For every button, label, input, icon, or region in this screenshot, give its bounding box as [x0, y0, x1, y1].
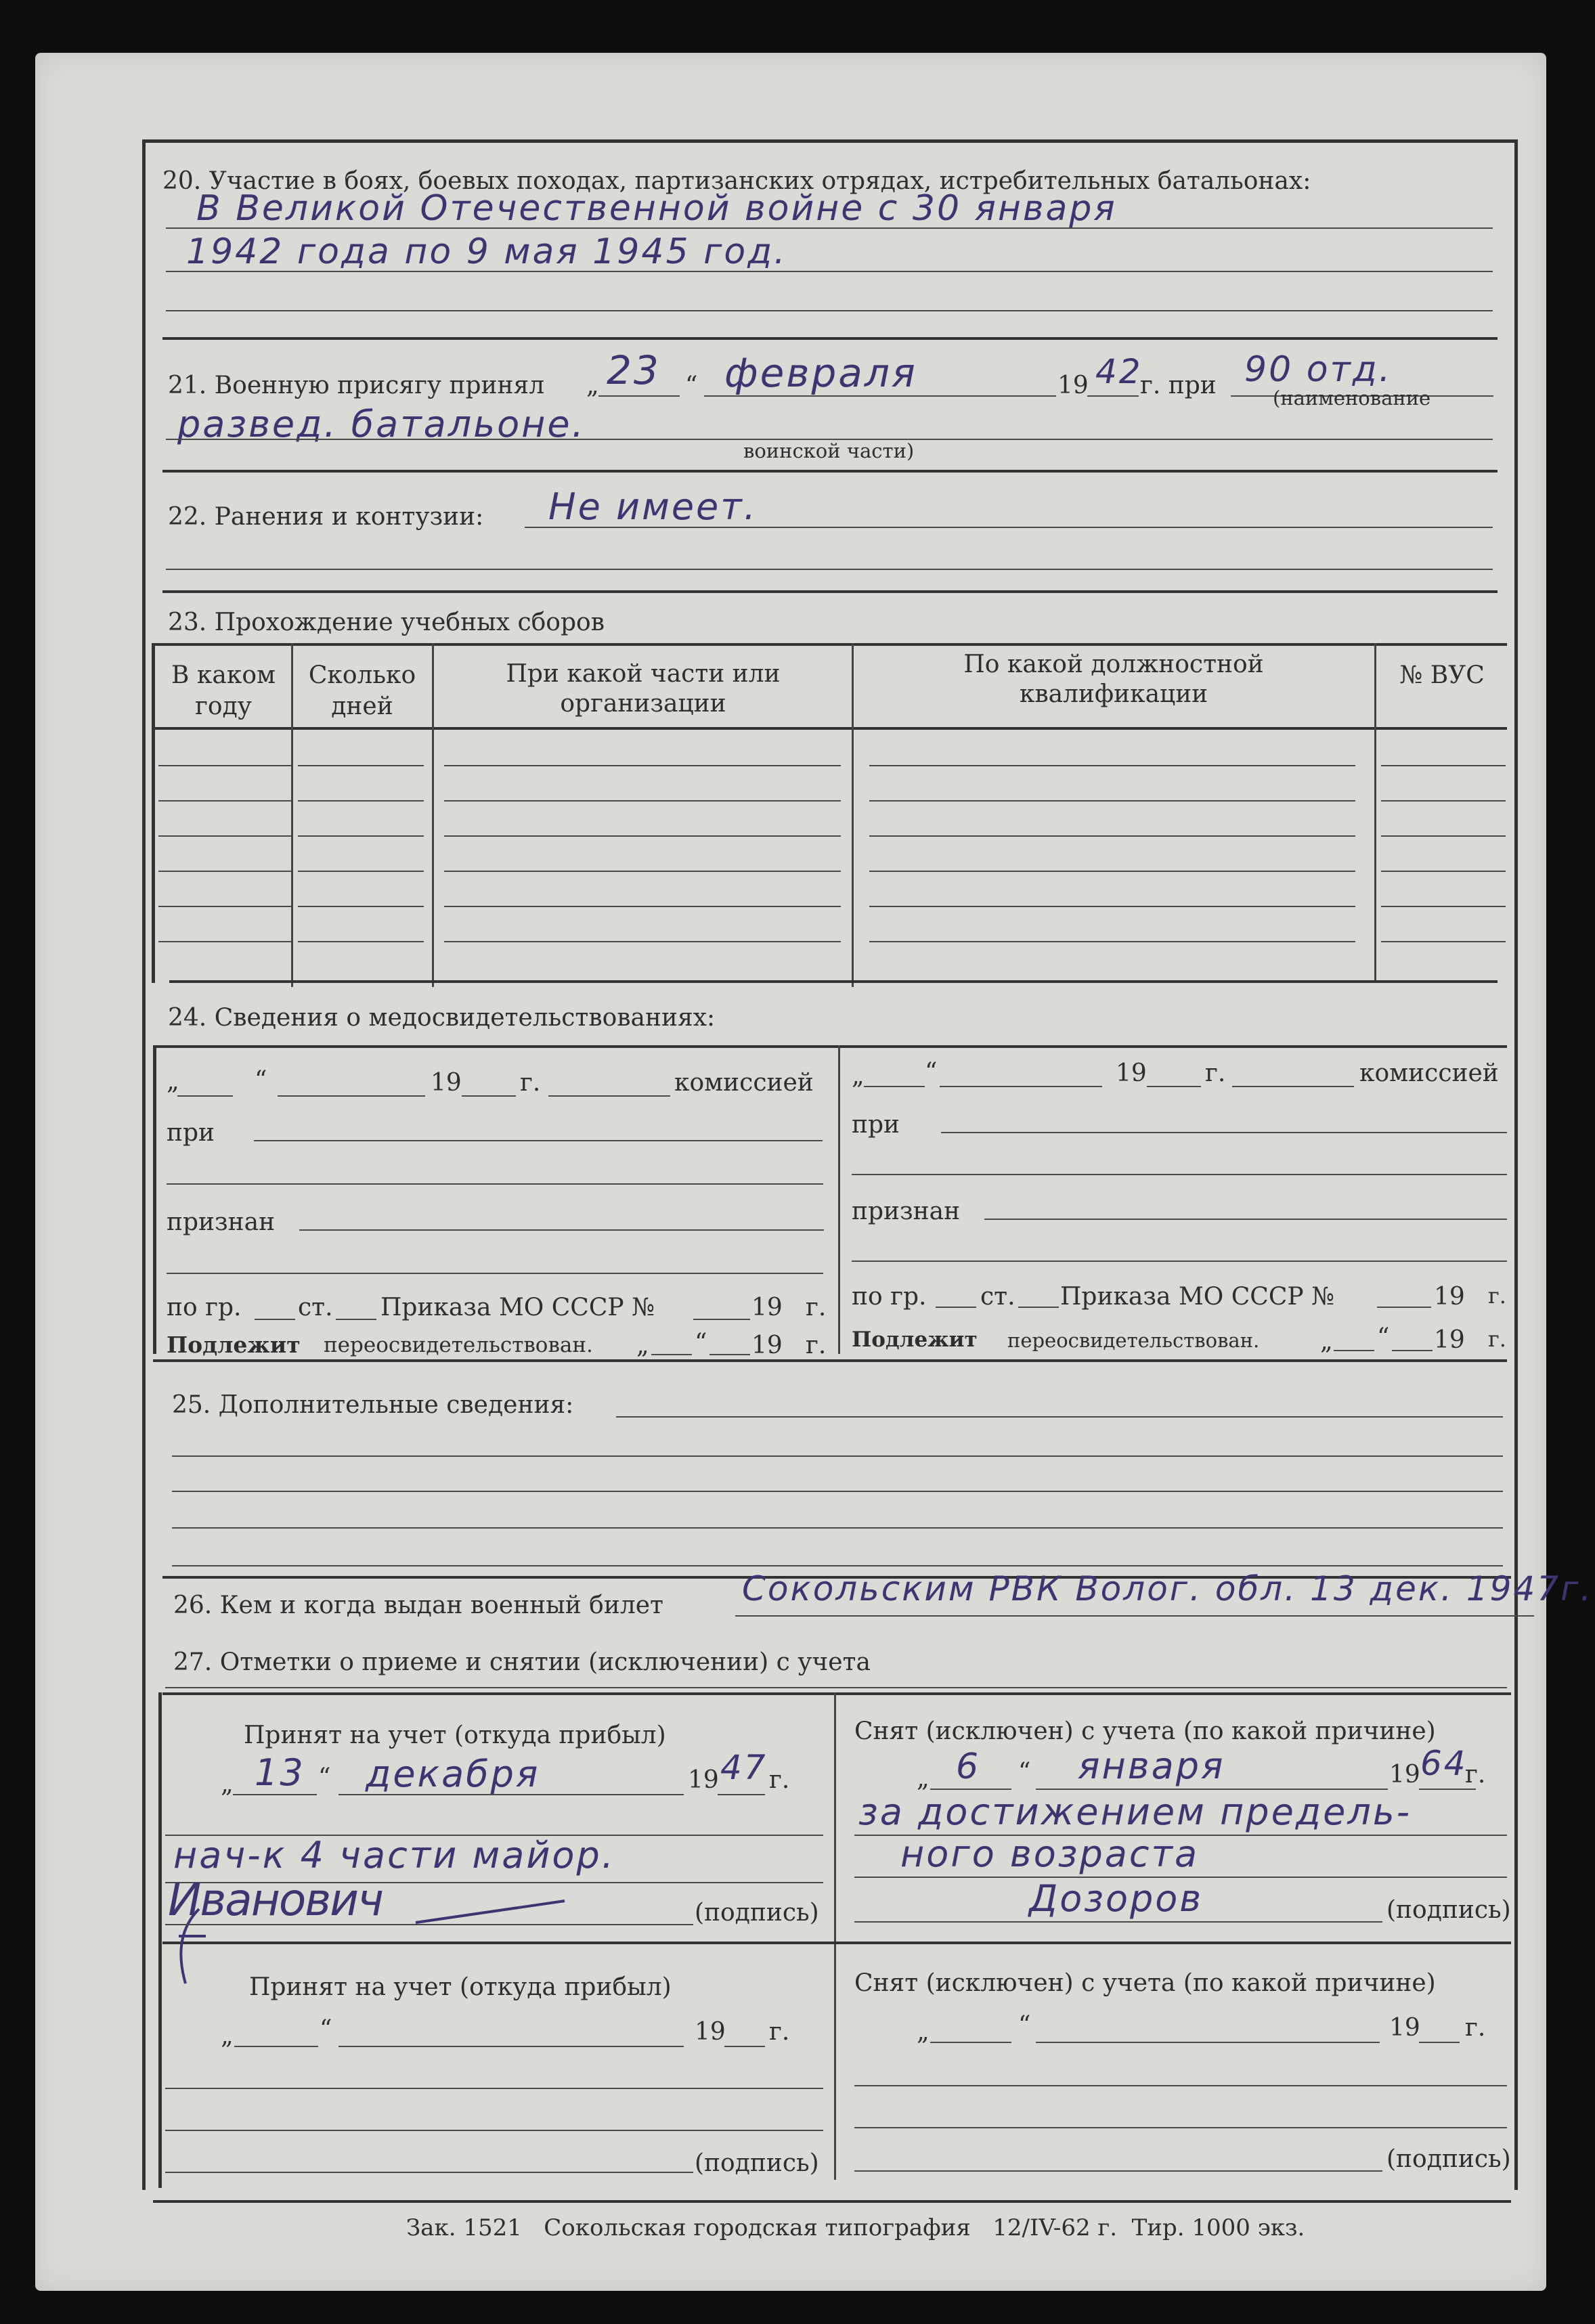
s20-handwriting-line2: 1942 года по 9 мая 1945 год. — [186, 232, 787, 272]
s27-acc1-day-line — [233, 1794, 317, 1795]
s23-table-top — [152, 643, 1507, 646]
s25-label: 25. Дополнительные сведения: — [172, 1391, 574, 1419]
s23-row-line — [444, 871, 841, 872]
s24-left-year: 19 — [431, 1069, 462, 1097]
s23-col2-header-line2: дней — [331, 693, 393, 720]
s27-acc2-year: 19 — [695, 2018, 726, 2046]
s23-label: 23. Прохождение учебных сборов — [168, 609, 605, 636]
s23-col3-header-line1: При какой части или — [506, 660, 781, 688]
s21-handwriting-month: февраля — [724, 350, 917, 396]
s27-rem1-sign-line — [854, 1921, 1382, 1923]
s23-row-line — [298, 941, 424, 942]
s27-acc1-year: 19 — [688, 1766, 719, 1794]
s21-bottom-rule — [162, 470, 1498, 473]
s24-right-no-line — [1377, 1307, 1431, 1308]
s27-top-line — [165, 1687, 1507, 1688]
s27-rem1-day-line — [930, 1789, 1011, 1790]
s24-right-month-line — [940, 1086, 1102, 1087]
s21-month-line — [704, 395, 1056, 397]
s23-row-line — [158, 800, 291, 802]
s27-rem2-sign: (подпись) — [1386, 2145, 1511, 2173]
s21-quote-close: “ — [685, 372, 698, 399]
s27-rem1-hw-reason2: ного возраста — [900, 1833, 1200, 1875]
s24-right-prikaz-gr: по гр. — [852, 1283, 927, 1311]
s21-quote-open: „ — [586, 372, 599, 399]
s24-left-comm-line — [548, 1095, 670, 1097]
s23-row-line — [444, 835, 841, 837]
s24-right-priznan-line — [984, 1219, 1507, 1220]
s24-left-podlezh-year: 19 — [751, 1332, 783, 1359]
s27-acc1-hw-day: 13 — [255, 1751, 305, 1794]
s23-row-line — [1381, 765, 1506, 766]
s24-left-prikaz-mid: Приказа МО СССР № — [380, 1294, 655, 1321]
s24-left-month-line — [278, 1095, 425, 1097]
s23-col-div1 — [291, 643, 293, 987]
s23-table-header-bottom — [152, 727, 1507, 730]
s23-col2-header-line1: Сколько — [308, 661, 416, 689]
s24-right-podlezh-day-line — [1334, 1350, 1374, 1351]
s21-year-line — [1087, 395, 1139, 397]
s23-col1-header-line2: году — [195, 693, 252, 720]
s27-rem1-hw-month: января — [1078, 1745, 1225, 1787]
s20-line1 — [166, 227, 1493, 229]
s27-acc2-line2 — [165, 2088, 823, 2089]
s24-center-divider — [838, 1045, 840, 1354]
s22-bottom-rule — [162, 590, 1498, 593]
s23-row-line — [869, 906, 1355, 907]
s23-row-line — [444, 906, 841, 907]
s27-rem1-sign: (подпись) — [1386, 1896, 1511, 1924]
s24-left-podlezh-year-pre-line — [709, 1354, 750, 1355]
s24-right-comm-line — [1232, 1086, 1354, 1087]
s27-acc1-year-line — [718, 1794, 765, 1795]
s24-left-border — [153, 1045, 156, 1354]
s25-line3 — [172, 1491, 1503, 1492]
s27-acc2-month-line — [338, 2046, 684, 2047]
s26-line — [735, 1615, 1534, 1617]
s23-row-line — [869, 765, 1355, 766]
s23-row-line — [298, 871, 424, 872]
s27-rem1-g: г. — [1465, 1761, 1486, 1789]
s23-row-line — [1381, 835, 1506, 837]
s20-line3 — [166, 310, 1493, 311]
s24-left-gr-line — [255, 1319, 295, 1320]
s27-acc1-hw-officer: нач-к 4 части майор. — [173, 1834, 615, 1877]
s23-col5-header: № ВУС — [1399, 661, 1485, 689]
s24-left-prikaz-year: 19 — [751, 1294, 783, 1321]
s24-left-commission: комиссией — [674, 1069, 814, 1097]
s25-line4 — [172, 1527, 1503, 1529]
s27-acc2-sign-line — [165, 2172, 693, 2173]
s27-rem2-q-close: “ — [1018, 2011, 1031, 2039]
s27-rem2-sign-line — [854, 2170, 1382, 2172]
s23-row-line — [1381, 800, 1506, 802]
s27-acc2-sign: (подпись) — [695, 2149, 819, 2177]
s27-acc2-q-open: „ — [221, 2022, 234, 2050]
s24-left-podlezh: Подлежит — [167, 1332, 301, 1358]
s23-row-line — [298, 800, 424, 802]
s23-row-line — [869, 835, 1355, 837]
s24-right-priznan: признан — [852, 1198, 961, 1225]
s24-right-day-line — [864, 1086, 925, 1087]
s24-left-line3 — [167, 1183, 823, 1185]
s27-acc2-year-line — [724, 2046, 765, 2047]
s24-top-rule — [153, 1045, 1507, 1048]
s27-rem2-q-open: „ — [917, 2018, 930, 2046]
s24-left-priznan: признан — [167, 1208, 276, 1236]
s23-col1-header-line1: В каком — [171, 661, 276, 689]
s27-rem1-hw-signature: Дозоров — [1029, 1877, 1204, 1920]
s24-left-podlezh-mid: переосвидетельствован. — [324, 1333, 593, 1357]
s23-row-line — [869, 871, 1355, 872]
s24-right-quote-open: „ — [852, 1062, 865, 1090]
s23-col3-header-line2: организации — [560, 690, 726, 718]
s21-handwriting-unit1: 90 отд. — [1244, 349, 1393, 390]
s27-accepted-2: Принят на учет (откуда прибыл) — [249, 1973, 672, 2001]
s24-left-podlezh-q-close: “ — [695, 1329, 707, 1357]
s27-acc1-g: г. — [769, 1766, 790, 1794]
s24-right-year-line — [1147, 1086, 1201, 1087]
s23-row-line — [298, 906, 424, 907]
s25-line2 — [172, 1455, 1503, 1457]
s27-label: 27. Отметки о приеме и снятии (исключении) с учета — [173, 1648, 871, 1676]
s21-day-line — [598, 395, 680, 397]
s27-acc2-q-close: “ — [320, 2015, 332, 2043]
s23-row-line — [444, 800, 841, 802]
s24-left-line5 — [167, 1273, 823, 1274]
s24-left-day-line — [177, 1095, 233, 1097]
s23-row-line — [298, 765, 424, 766]
s27-rem2-year: 19 — [1389, 2014, 1420, 2042]
s21-caption-top: (наименование — [1273, 387, 1431, 410]
s20-label: 20. Участие в боях, боевых походах, партизанских отрядах, истребительных батальонах: — [162, 167, 1311, 195]
s24-right-pri: при — [852, 1111, 900, 1139]
s27-removed-2: Снят (исключен) с учета (по какой причине) — [854, 1969, 1436, 1997]
s26-label: 26. Кем и когда выдан военный билет — [173, 1592, 663, 1619]
s27-rem1-hw-reason1: за достижением предель- — [858, 1791, 1412, 1833]
s27-center-divider — [834, 1692, 836, 2180]
s24-right-year: 19 — [1116, 1059, 1147, 1087]
s24-right-prikaz-st: ст. — [980, 1283, 1015, 1311]
s23-row-line — [1381, 941, 1506, 942]
s27-acc1-q-close: “ — [318, 1763, 331, 1791]
s20-bottom-rule — [162, 337, 1498, 340]
s27-removed-1: Снят (исключен) с учета (по какой причине) — [854, 1717, 1436, 1745]
s24-right-prikaz-mid: Приказа МО СССР № — [1060, 1283, 1335, 1311]
s23-row-line — [158, 941, 291, 942]
s24-left-no-line — [693, 1319, 750, 1320]
s24-right-line3 — [852, 1174, 1507, 1175]
s27-acc1-hw-month: декабря — [366, 1753, 540, 1795]
s27-acc1-hw-signature: Иванович — [168, 1874, 383, 1926]
s24-right-prikaz-year: 19 — [1434, 1283, 1465, 1311]
s22-line2 — [166, 569, 1493, 570]
s23-row-line — [158, 765, 291, 766]
s27-rem1-month-line — [1036, 1789, 1388, 1790]
s27-top-rule — [162, 1692, 1511, 1695]
s24-left-pri-line — [254, 1140, 823, 1141]
s27-rem1-hw-day: 6 — [956, 1747, 981, 1787]
s27-rem2-line3 — [854, 2127, 1507, 2128]
s24-right-pri-line — [941, 1132, 1507, 1133]
s24-left-pri: при — [167, 1119, 215, 1147]
s21-caption-bottom: воинской части) — [743, 439, 915, 462]
s23-row-line — [869, 941, 1355, 942]
s24-left-podlezh-q-open: „ — [636, 1332, 649, 1359]
s24-label: 24. Сведения о медосвидетельствованиях: — [168, 1004, 716, 1032]
s27-acc1-sign-line — [165, 1924, 693, 1925]
s23-col4-header-line1: По какой должностной — [963, 651, 1264, 678]
s22-label: 22. Ранения и контузии: — [168, 503, 484, 531]
s23-row-line — [869, 800, 1355, 802]
s24-right-podlezh-q-close: “ — [1377, 1323, 1390, 1351]
s24-right-st-line — [1018, 1307, 1059, 1308]
s27-rem2-day-line — [930, 2042, 1011, 2043]
s24-right-g: г. — [1205, 1059, 1226, 1087]
s27-rem1-q-close: “ — [1018, 1758, 1031, 1786]
s27-acc1-q-open: „ — [221, 1770, 234, 1798]
s23-row-line — [158, 871, 291, 872]
s24-left-quote-open: „ — [167, 1068, 179, 1095]
s24-right-podlezh-g: г. — [1488, 1326, 1506, 1352]
s24-left-g: г. — [520, 1069, 541, 1097]
s23-row-line — [158, 906, 291, 907]
s22-handwriting: Не имеет. — [548, 485, 758, 528]
s27-acc1-month-line — [338, 1794, 684, 1795]
s27-rem1-q-open: „ — [917, 1765, 930, 1793]
s20-line2 — [166, 271, 1493, 272]
s25-line5 — [172, 1565, 1503, 1566]
s27-bottom-rule — [153, 2200, 1511, 2203]
s23-row-line — [1381, 906, 1506, 907]
s24-right-commission: комиссией — [1359, 1059, 1499, 1087]
s24-right-gr-line — [936, 1307, 976, 1308]
s21-year-prefix: 19 — [1057, 372, 1089, 399]
print-footer: Зак. 1521 Сокольская городская типография 12/IV-62 г. Тир. 1000 экз. — [406, 2214, 1305, 2241]
s24-left-podlezh-g: г. — [806, 1332, 827, 1359]
s24-left-prikaz-g: г. — [806, 1294, 827, 1321]
s23-col-div2 — [432, 643, 434, 987]
s27-acc2-day-line — [234, 2046, 318, 2047]
s24-right-podlezh-year: 19 — [1434, 1326, 1465, 1354]
s27-rem2-line2 — [854, 2085, 1507, 2086]
s27-rem2-month-line — [1036, 2042, 1380, 2043]
s23-row-line — [1381, 871, 1506, 872]
s27-rem2-year-line — [1419, 2042, 1460, 2043]
s23-col-left — [152, 643, 155, 983]
s24-right-podlezh-mid: переосвидетельствован. — [1007, 1329, 1260, 1352]
s27-rem1-year: 19 — [1389, 1761, 1420, 1789]
s24-left-st-line — [336, 1319, 376, 1320]
s26-handwriting: Сокольским РВК Волог. обл. 13 дек. 1947г. — [742, 1569, 1594, 1608]
s23-col-div3 — [852, 643, 854, 987]
s24-left-podlezh-day-line — [651, 1354, 692, 1355]
s27-rem1-hw-year: 64 — [1420, 1744, 1468, 1783]
s24-left-prikaz-gr: по гр. — [167, 1294, 242, 1321]
s24-bottom-rule — [153, 1359, 1507, 1362]
s21-handwriting-unit2: развед. батальоне. — [177, 403, 586, 445]
s23-row-line — [444, 765, 841, 766]
s24-right-prikaz-g: г. — [1488, 1283, 1506, 1309]
s24-left-quote-close: “ — [255, 1066, 267, 1094]
s24-right-quote-close: “ — [925, 1058, 938, 1086]
s21-handwriting-year: 42 — [1095, 352, 1143, 391]
s27-acc2-line3 — [165, 2130, 823, 2131]
s27-acc1-sign: (подпись) — [695, 1899, 819, 1927]
s27-acc1-hw-year: 47 — [720, 1748, 768, 1787]
s23-row-line — [298, 835, 424, 837]
s21-label: 21. Военную присягу принял — [168, 372, 545, 399]
s23-col4-header-line2: квалификации — [1019, 680, 1208, 708]
s24-left-prikaz-st: ст. — [298, 1294, 333, 1321]
s27-acc2-g: г. — [769, 2018, 790, 2046]
s23-row-line — [444, 941, 841, 942]
s20-handwriting-line1: В Великой Отечественной войне с 30 января — [196, 188, 1117, 229]
s24-right-line5 — [852, 1260, 1507, 1262]
s23-row-line — [158, 835, 291, 837]
s23-col-div4 — [1374, 643, 1376, 983]
s24-right-podlezh-q-open: „ — [1320, 1328, 1333, 1355]
s22-line1 — [525, 527, 1493, 528]
s27-rem1-year-line — [1419, 1789, 1476, 1790]
s21-handwriting-day: 23 — [607, 347, 661, 393]
s24-left-year-line — [462, 1095, 516, 1097]
s24-right-podlezh-year-pre-line — [1392, 1350, 1433, 1351]
s21-year-suffix: г. при — [1140, 372, 1217, 399]
s24-left-priznan-line — [299, 1229, 824, 1231]
s23-table-bottom — [169, 980, 1498, 983]
s27-accepted-1: Принят на учет (откуда прибыл) — [244, 1722, 666, 1749]
s25-line1 — [616, 1416, 1503, 1418]
s24-right-podlezh: Подлежит — [852, 1328, 978, 1352]
s27-rem2-g: г. — [1465, 2014, 1486, 2042]
